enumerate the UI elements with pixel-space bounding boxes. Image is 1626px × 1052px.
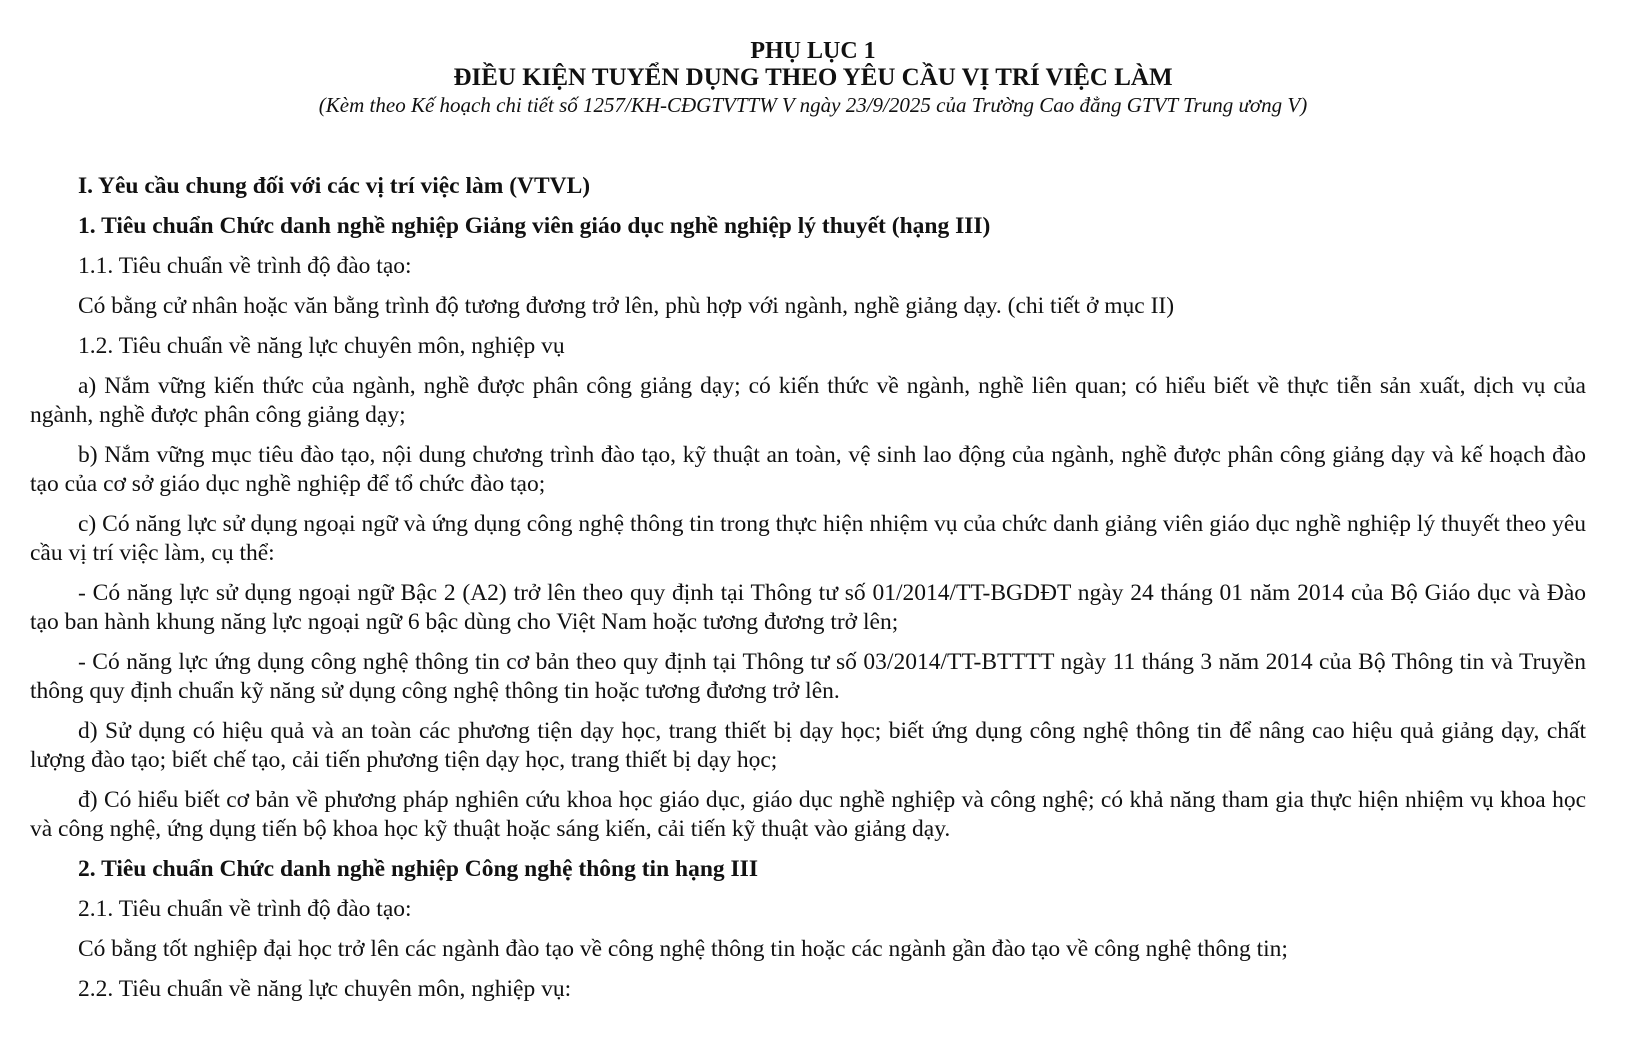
paragraph: c) Có năng lực sử dụng ngoại ngữ và ứng dụng công nghệ thông tin trong thực hiện nhiệm vụ của chức danh giảng viên giáo dục nghề nghiệp lý thuyết theo yêu cầu vị trí việc làm, cụ thể: <box>30 511 1586 566</box>
paragraph: b) Nắm vững mục tiêu đào tạo, nội dung chương trình đào tạo, kỹ thuật an toàn, vệ sinh lao động của ngành, nghề được phân công giảng dạy và kế hoạch đào tạo của cơ sở giáo dục nghề nghiệp để tổ chức đào tạo; <box>30 442 1586 497</box>
section-heading: I. Yêu cầu chung đối với các vị trí việc làm (VTVL) <box>78 173 591 199</box>
clause-heading: 2.2. Tiêu chuẩn về năng lực chuyên môn, nghiệp vụ: <box>78 976 572 1002</box>
paragraph: đ) Có hiểu biết cơ bản về phương pháp nghiên cứu khoa học giáo dục, giáo dục nghề nghiệp và công nghệ; có khả năng tham gia thực hiện nhiệm vụ khoa học và công nghệ, ứng dụng tiến bộ khoa học kỹ thuật hoặc sáng kiến, cải tiến kỹ thuật vào giảng dạy. <box>30 787 1586 842</box>
paragraph: - Có năng lực sử dụng ngoại ngữ Bậc 2 (A2) trở lên theo quy định tại Thông tư số 01/2014/TT-BGDĐT ngày 24 tháng 01 năm 2014 của Bộ Giáo dục và Đào tạo ban hành khung năng lực ngoại ngữ 6 bậc dùng cho Việt Nam hoặc tương đương trở lên; <box>30 580 1586 635</box>
document-subtitle: (Kèm theo Kế hoạch chi tiết số 1257/KH-CĐGTVTTW V ngày 23/9/2025 của Trường Cao đẳng GTVT Trung ương V) <box>318 93 1308 117</box>
annex-heading: PHỤ LỤC 1 <box>750 38 876 64</box>
paragraph: Có bằng tốt nghiệp đại học trở lên các ngành đào tạo về công nghệ thông tin hoặc các ngành gần đào tạo về công nghệ thông tin; <box>78 936 1288 962</box>
subsection-heading: 1. Tiêu chuẩn Chức danh nghề nghiệp Giảng viên giáo dục nghề nghiệp lý thuyết (hạng III) <box>78 213 991 239</box>
clause-heading: 1.2. Tiêu chuẩn về năng lực chuyên môn, nghiệp vụ <box>78 333 565 359</box>
document-body <box>30 172 1586 1004</box>
paragraph: Có bằng cử nhân hoặc văn bằng trình độ tương đương trở lên, phù hợp với ngành, nghề giảng dạy. (chi tiết ở mục II) <box>78 293 1175 319</box>
clause-heading: 2.1. Tiêu chuẩn về trình độ đào tạo: <box>78 896 412 922</box>
document-title: ĐIỀU KIỆN TUYỂN DỤNG THEO YÊU CẦU VỊ TRÍ VIỆC LÀM <box>453 64 1173 91</box>
paragraph: d) Sử dụng có hiệu quả và an toàn các phương tiện dạy học, trang thiết bị dạy học; biết ứng dụng công nghệ thông tin để nâng cao hiệu quả giảng dạy, chất lượng đào tạo; biết chế tạo, cải tiến phương tiện dạy học, trang thiết bị dạy học; <box>30 718 1586 773</box>
paragraph: - Có năng lực ứng dụng công nghệ thông tin cơ bản theo quy định tại Thông tư số 03/2014/TT-BTTTT ngày 11 tháng 3 năm 2014 của Bộ Thông tin và Truyền thông quy định chuẩn kỹ năng sử dụng công nghệ thông tin hoặc tương đương trở lên. <box>30 649 1586 704</box>
subsection-heading: 2. Tiêu chuẩn Chức danh nghề nghiệp Công nghệ thông tin hạng III <box>78 856 758 882</box>
paragraph: a) Nắm vững kiến thức của ngành, nghề được phân công giảng dạy; có kiến thức về ngành, nghề liên quan; có hiểu biết về thực tiễn sản xuất, dịch vụ của ngành, nghề được phân công giảng dạy; <box>30 373 1586 428</box>
clause-heading: 1.1. Tiêu chuẩn về trình độ đào tạo: <box>78 253 412 279</box>
